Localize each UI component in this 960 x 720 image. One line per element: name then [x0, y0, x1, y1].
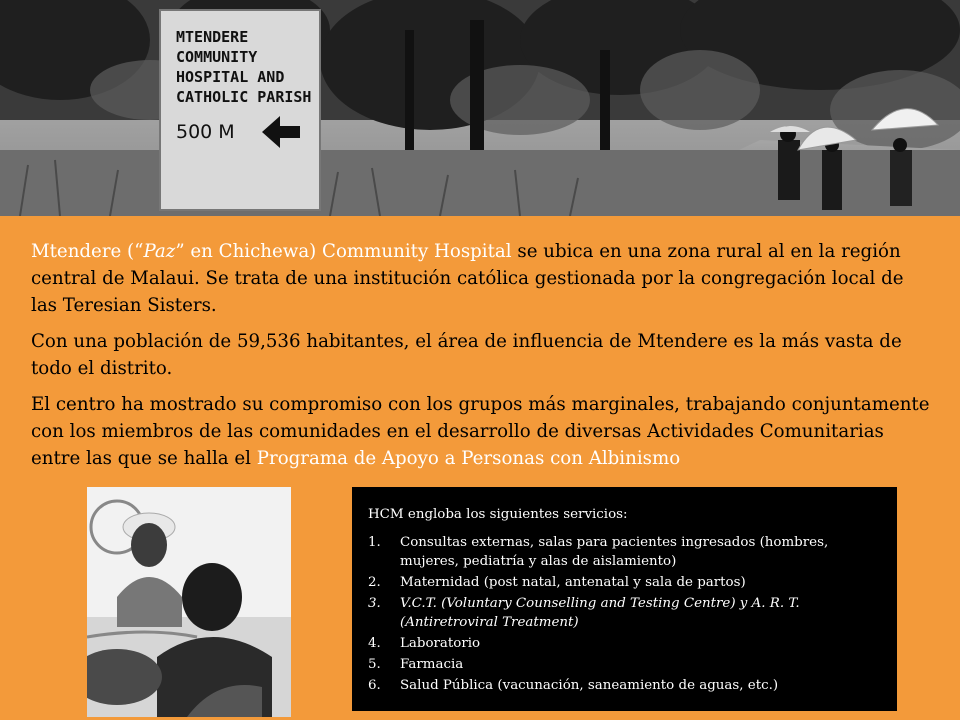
- list-item: [368, 655, 877, 674]
- sign-line-3: HOSPITAL AND: [176, 68, 285, 86]
- list-item: [368, 594, 877, 632]
- list-item: [368, 676, 877, 695]
- services-list: [368, 533, 877, 695]
- albinism-program-link: Programa de Apoyo a Personas con Albinismo: [256, 448, 681, 469]
- list-item-text: Maternidad (post natal, antenatal y sala de partos): [400, 575, 746, 590]
- list-item-number: 3.: [368, 596, 381, 611]
- commitment-text: El centro ha mostrado su compromiso con los grupos más marginales, trabajando conjuntamente con los miembros de las comunidades en el desarrollo de diversas Actividades Comunitarias entre las que se halla el: [31, 394, 930, 469]
- sign-distance: 500 M: [176, 121, 235, 143]
- services-intro: HCM engloba los siguientes servicios:: [368, 507, 628, 522]
- intro-paragraph: [31, 238, 931, 319]
- patients-photo: [87, 487, 291, 717]
- list-item-number: 6.: [368, 678, 381, 693]
- list-item-number: 5.: [368, 657, 381, 672]
- hospital-name-part-2: ” en Chichewa) Community Hospital: [175, 241, 512, 262]
- roadside-sign-photo-graphic: [0, 0, 960, 216]
- patients-photo-graphic: [87, 487, 291, 717]
- list-item-number: 1.: [368, 535, 381, 550]
- sign-line-2: COMMUNITY: [176, 48, 258, 66]
- sign-line-4: CATHOLIC PARISH: [176, 88, 312, 106]
- list-item: [368, 533, 877, 571]
- list-item-text: Farmacia: [400, 657, 464, 672]
- intro-text: se ubica en una zona rural al en la región central de Malaui. Se trata de una institución católica gestionada por la congregación local de las Teresian Sisters.: [31, 241, 904, 316]
- list-item-text: Salud Pública (vacunación, saneamiento de aguas, etc.): [400, 678, 779, 693]
- roadside-sign-photo: [0, 0, 960, 216]
- main-description: [31, 238, 931, 481]
- list-item-text: Laboratorio: [400, 636, 481, 651]
- list-item-number: 4.: [368, 636, 381, 651]
- hospital-name-part-1: Mtendere (“: [31, 241, 144, 262]
- list-item-number: 2.: [368, 575, 381, 590]
- sign-line-1: MTENDERE: [176, 28, 249, 46]
- list-item: [368, 573, 877, 592]
- list-item-text: V.C.T. (Voluntary Counselling and Testing Centre) y A. R. T. (Antiretroviral Treatment): [400, 596, 800, 630]
- list-item: [368, 634, 877, 653]
- commitment-paragraph: [31, 391, 931, 472]
- population-paragraph: Con una población de 59,536 habitantes, el área de influencia de Mtendere es la más vasta de todo el distrito.: [31, 331, 902, 379]
- services-panel: [352, 487, 897, 711]
- hospital-name-italic: Paz: [143, 241, 176, 262]
- list-item-text: Consultas externas, salas para pacientes ingresados (hombres, mujeres, pediatría y alas de aislamiento): [400, 535, 829, 569]
